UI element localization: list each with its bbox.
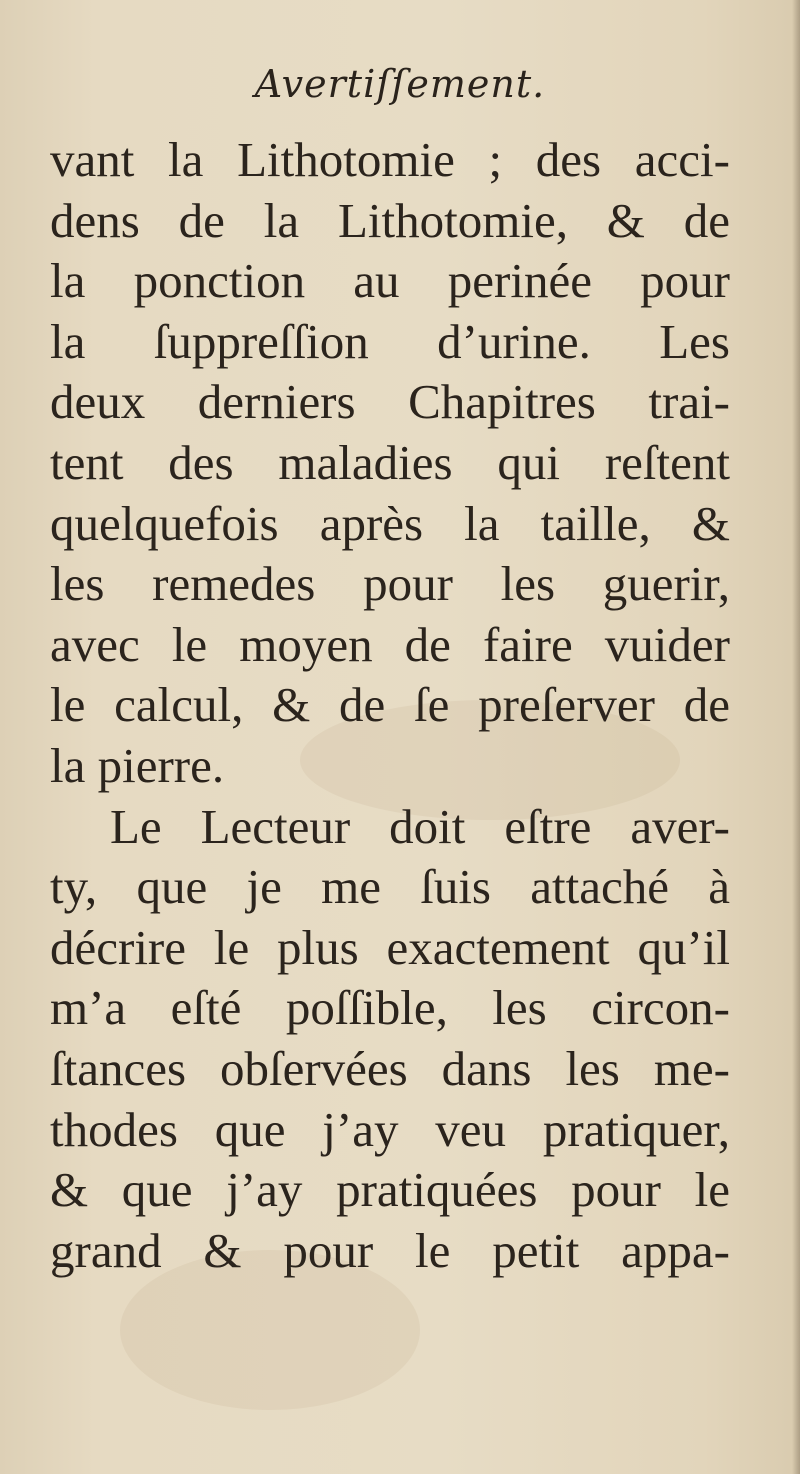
text-line: la pierre. — [50, 737, 225, 793]
text-line: les remedes pour les guerir, — [50, 556, 730, 612]
text-line: avec le moyen de faire vuider — [50, 616, 730, 672]
text-line: & que j’ay pratiquées pour le — [50, 1162, 730, 1218]
text-line: décrire le plus exactement qu’il — [50, 919, 730, 975]
page-edge-shadow — [792, 0, 800, 1474]
running-head: Avertiſſement. — [254, 62, 546, 106]
text-line: la ſuppreſſion d’urine. Les — [50, 313, 730, 369]
text-line: le calcul, & de ſe preſerver de — [50, 677, 730, 733]
text-line: deux derniers Chapitres trai- — [50, 374, 730, 430]
text-line: ty, que je me ſuis attaché à — [50, 859, 730, 915]
text-line: thodes que j’ay veu pratiquer, — [50, 1101, 730, 1157]
text-line: vant la Lithotomie ; des acci- — [50, 132, 730, 187]
text-line: grand & pour le petit appa- — [50, 1222, 730, 1278]
text-line: m’a eſté poſſible, les circon- — [50, 980, 730, 1036]
text-line: la ponction au perinée pour — [50, 253, 730, 309]
text-line: tent des maladies qui reſtent — [50, 434, 730, 490]
text-line: ſtances obſervées dans les me- — [50, 1040, 730, 1096]
text-line: dens de la Lithotomie, & de — [50, 192, 730, 248]
text-line: Le Lecteur doit eſtre aver- — [110, 798, 730, 854]
body-text — [50, 130, 730, 1281]
text-line: quelquefois après la taille, & — [50, 495, 730, 551]
